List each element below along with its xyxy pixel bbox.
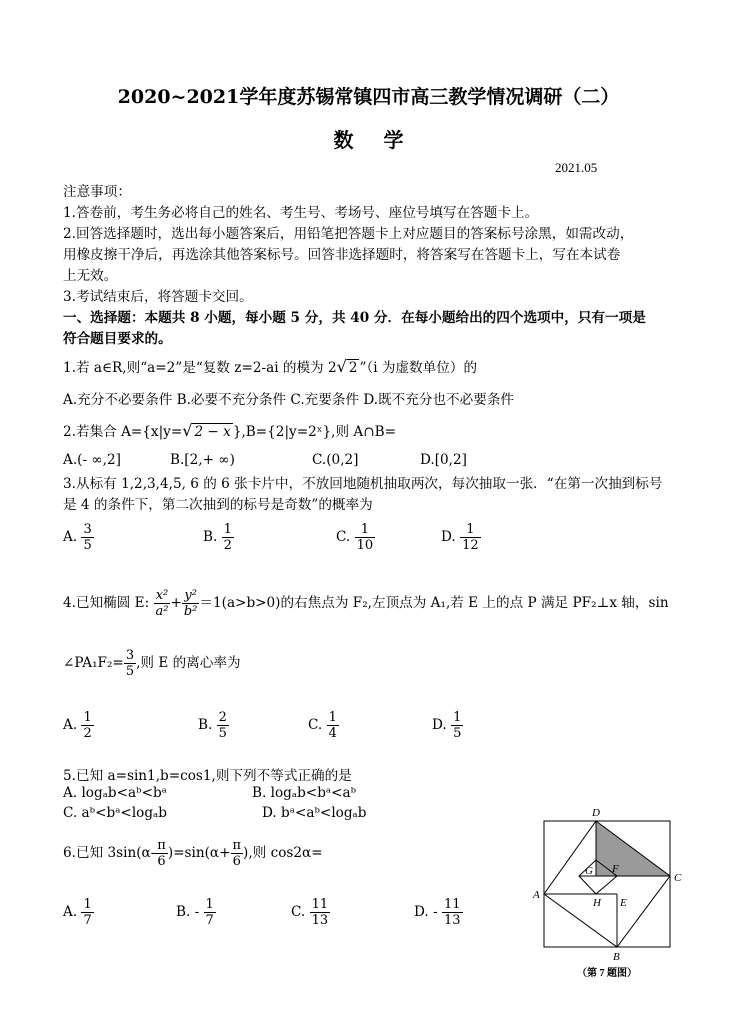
option-b [203,522,234,553]
numerator: 1 [453,710,462,725]
option-fraction [310,897,331,928]
denominator: 12 [462,538,479,553]
option-label: A. [63,717,82,733]
denominator: 13 [443,913,461,928]
option-a [63,897,94,928]
sqrt-radicand: 2 − x [194,424,231,440]
option-label: B. - [176,904,204,920]
label-d: D [592,807,600,819]
denominator: 10 [356,538,374,553]
numerator: 1 [328,710,337,725]
question-6-stem: 6.已知 3sin(α- $\frac{\pi}{6}$ )=sin(α+ $\frac{\pi}{6}$ ),则 cos2α= [63,838,323,869]
option-fraction [442,897,463,928]
question-2-stem: 2.若集合 A={x|y=√ 2 − x },B={2|y=2ˣ},则 A∩B= [63,421,396,440]
option-label: D. [441,529,461,545]
option-label: A. [63,904,82,920]
question-2-option-d: D.[0,2] [420,452,467,468]
label-g: G [585,865,593,877]
denominator: 7 [205,913,214,928]
option-c [308,710,339,741]
denominator: 4 [328,726,337,741]
fraction-pi-6: $\frac{\pi}{6}$ [157,838,166,869]
numerator: 1 [460,522,481,538]
option-d [441,522,481,553]
option-fraction [451,710,463,741]
option-label: C. [336,529,355,545]
question-4-stem: 4.已知椭圆 E: $\frac{\text{x²}}{\text{a²}}$ + $\frac{\text{y²}}{\text{b²}}$ ＝1(a>b>0)的右焦点为 F₂,左顶点为 A₁,若 E 上的点 P 满足 PF₂⊥x 轴，sin [63,588,669,619]
option-a [63,710,94,741]
notice-item-1: 1.答卷前，考生务必将自己的姓名、考生号、考场号、座位号填写在答题卡上。 [63,205,539,221]
numerator: 2 [218,710,227,725]
question-1-options: A.充分不必要条件 B.必要不充分条件 C.充要条件 D.既不充分也不必要条件 [63,392,515,408]
notice-item-2-line-2: 用橡皮擦干净后，再选涂其他答案标号。回答非选择题时，将答案写在答题卡上，写在本试卷 [63,247,621,263]
option-a [63,522,94,553]
denominator: 2 [83,726,92,741]
sqrt-sign: √ [182,421,193,440]
question-3-line-1: 3.从标有 1,2,3,4,5, 6 的 6 张卡片中，不放回地随机抽取两次，每次抽取一张．“在第一次抽到标号 [63,476,663,492]
option-c [291,897,330,928]
question-5-option-c: C. aᵇ<bᵃ<logₐb [63,805,168,821]
option-fraction [355,522,376,553]
option-fraction [81,710,93,741]
label-h: H [593,897,601,909]
subject-title: 数学 [333,128,434,152]
denominator: 7 [83,913,92,928]
label-f: F [612,863,619,875]
option-fraction [81,897,93,928]
numerator: 1 [83,897,92,912]
section-heading-line-2: 符合题目要求的。 [63,331,172,347]
option-fraction [81,522,93,553]
fraction-y2-b2: $\frac{\text{y²}}{\text{b²}}$ [183,588,198,619]
denominator: 5 [453,726,462,741]
question-2-option-a: A.(- ∞,2] [63,452,121,468]
numerator: 1 [355,522,376,538]
question-2-option-c: C.(0,2] [312,452,359,468]
question-5-option-a: A. logₐb<aᵇ<bᵃ [63,785,167,801]
notice-item-2-line-1: 2.回答选择题时，选出每小题答案后，用铅笔把答题卡上对应题目的答案标号涂黑，如需改动， [63,226,634,242]
sqrt-radicand: 2 [348,360,358,376]
fraction-pi-6: $\frac{\pi}{6}$ [232,838,242,869]
option-label: A. [63,529,82,545]
question-4-line-2: ∠PA₁F₂= $\frac{3}{5}$ ,则 E 的离心率为 [63,648,241,679]
section-heading-line-1: 一、选择题：本题共 8 小题，每小题 5 分，共 40 分．在每小题给出的四个选项中，只有一项是 [63,310,646,326]
label-c: C [674,872,682,884]
figure-caption: （第 7 题图） [577,968,637,979]
option-label: B. [198,717,217,733]
option-label: D. - [414,904,442,920]
question-1-stem: 1.若 a∈R,则“a=2”是“复数 z=2-ai 的模为 2√ 2 ”（i 为虚数单位）的 [63,357,478,376]
fraction-x2-a2: $\frac{\text{x²}}{\text{a²}}$ [155,588,169,619]
option-label: D. [432,717,452,733]
denominator: 5 [218,726,227,741]
numerator: 3 [83,522,92,537]
question-5-option-d: D. bᵃ<aᵇ<logₐb [262,805,367,821]
option-label: C. [308,717,327,733]
fraction: $\frac{3}{5}$ [125,648,135,679]
notice-item-2-line-3: 上无效。 [63,268,118,284]
option-fraction [204,897,216,928]
numerator: 1 [205,897,214,912]
denominator: 13 [311,913,329,928]
option-fraction [217,710,229,741]
option-c [336,522,375,553]
option-b [198,710,229,741]
numerator: 11 [311,897,329,912]
question-5-option-b: B. logₐb<bᵃ<aᵇ [252,785,357,801]
notice-item-3: 3.考试结束后，将答题卡交回。 [63,289,253,305]
exam-title: 2020~2021学年度苏锡常镇四市高三教学情况调研（二） [117,86,620,108]
option-fraction [460,522,481,553]
notice-heading: 注意事项： [63,184,131,200]
question-5-stem: 5.已知 a=sin1,b=cos1,则下列不等式正确的是 [63,768,352,784]
label-b: B [613,951,620,963]
numerator: 1 [83,710,92,725]
option-fraction [222,522,234,553]
option-label: C. [291,904,310,920]
question-3-line-2: 是 4 的条件下，第二次抽到的标号是奇数”的概率为 [63,497,373,513]
label-e: E [620,897,627,909]
option-label: B. [203,529,222,545]
option-b [176,897,216,928]
exam-date: 2021.05 [555,160,598,175]
sqrt-sign: √ [336,357,347,376]
numerator: 11 [443,897,461,912]
question-2-option-b: B.[2,+ ∞) [170,452,235,468]
denominator: 5 [83,538,92,553]
option-d [432,710,463,741]
denominator: 2 [223,538,232,553]
option-fraction [327,710,339,741]
option-d [414,897,463,928]
numerator: 1 [223,522,232,537]
label-a: A [533,889,540,901]
question-7-figure [525,802,695,982]
